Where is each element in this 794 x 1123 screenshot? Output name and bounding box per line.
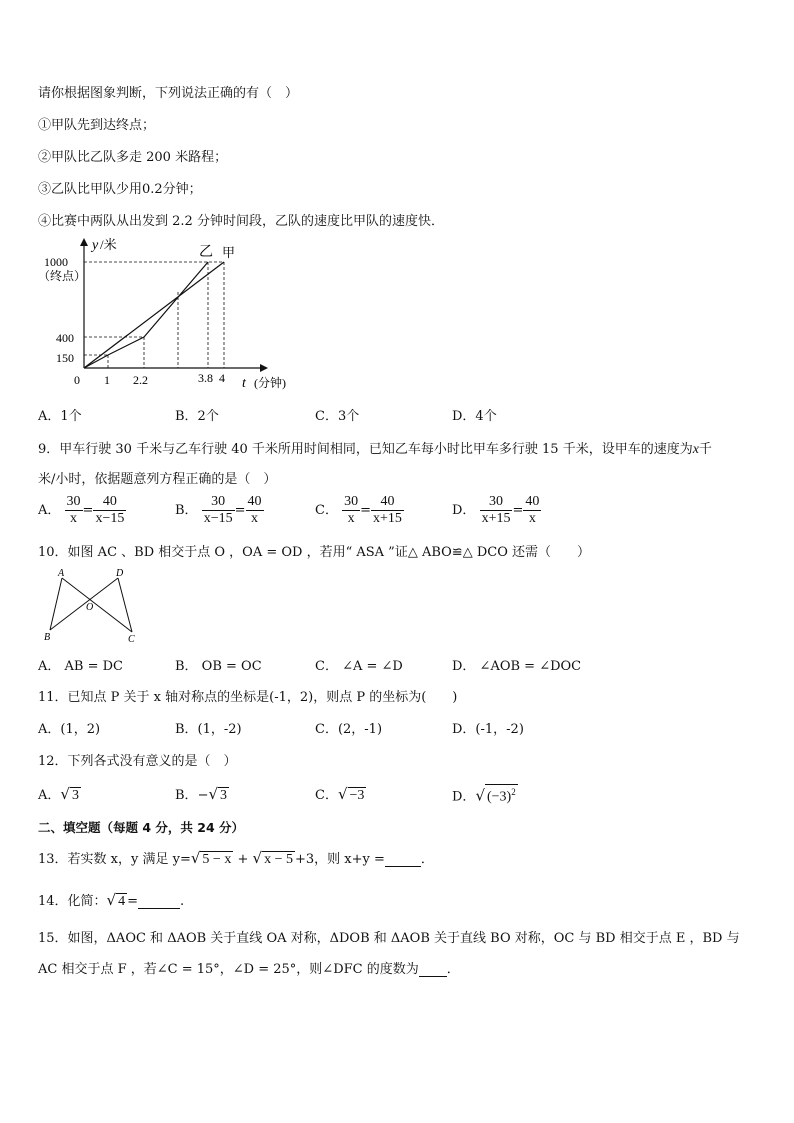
y-tick-1000: 1000 [44, 255, 68, 269]
q12-option-a[interactable]: A．√ 3 [38, 785, 79, 803]
q9-option-d[interactable]: D． $\frac{30}{x+15}$ = $\frac{40}{x}$ [452, 494, 540, 526]
q9-stem-line1: 9．甲车行驶 30 千米与乙车行驶 40 千米所用时间相同，已知乙车每小时比甲车多行驶 15 千米，设甲车的速度为x千 [38, 442, 712, 457]
q8-statement-2: ②甲队比乙队多走 200 米路程； [38, 150, 228, 165]
q8-option-d[interactable]: D．4个 [452, 409, 497, 424]
q15-line2: AC 相交于点 F ，若∠C = 15°，∠D = 25°，则∠DFC 的度数为 ． [38, 962, 460, 977]
x-tick-3.8: 3.8 [198, 371, 213, 385]
q8-distance-time-graph [36, 236, 306, 396]
q9-option-a[interactable]: A． $\frac{30}{x}$ = $\frac{40}{x-15}$ [38, 494, 125, 526]
x-tick-2.2: 2.2 [133, 373, 148, 387]
q10-option-a[interactable]: A． AB = DC [38, 659, 123, 674]
q8-option-a[interactable]: A．1个 [38, 409, 82, 424]
q11-stem: 11．已知点 P 关于 x 轴对称点的坐标是(-1，2)，则点 P 的坐标为( ) [38, 690, 458, 705]
x-axis-unit: (分钟) [254, 376, 286, 390]
q12-option-d[interactable]: D．√ $(-3)^2$ [452, 784, 518, 805]
line-label-jia: 甲 [222, 245, 236, 260]
q9-stem-line2: 米/小时，依据题意列方程正确的是（ ） [38, 472, 277, 487]
q12-option-c[interactable]: C．√ −3 [315, 785, 365, 803]
q11-option-d[interactable]: D．(-1，-2) [452, 722, 524, 737]
q14-stem: 14．化简：√ 4 = . [38, 891, 185, 909]
section-2-heading: 二、填空题（每题 4 分，共 24 分） [38, 820, 245, 835]
line-label-yi: 乙 [199, 245, 213, 260]
q9-option-b[interactable]: B． $\frac{30}{x-15}$ = $\frac{40}{x}$ [175, 494, 262, 526]
y-axis-unit: /米 [100, 237, 117, 252]
point-o: O [86, 602, 94, 613]
q8-statement-1: ①甲队先到达终点； [38, 118, 156, 133]
q8-statement-4: ④比赛中两队从出发到 2.2 分钟时间段，乙队的速度比甲队的速度快． [38, 214, 444, 229]
q12-stem: 12．下列各式没有意义的是（ ） [38, 754, 237, 769]
q15-answer-blank[interactable] [419, 961, 447, 977]
q8-statement-3: ③乙队比甲队少用0.2分钟； [38, 182, 202, 197]
q11-option-c[interactable]: C．(2，-1) [315, 722, 383, 737]
team-jia-line [84, 262, 224, 368]
point-d: D [116, 568, 124, 579]
q10-option-d[interactable]: D． ∠AOB = ∠DOC [452, 659, 582, 674]
point-b: B [44, 632, 51, 643]
q12-option-b[interactable]: B．−√ 3 [175, 785, 228, 803]
q11-option-b[interactable]: B．(1，-2) [175, 722, 242, 737]
x-tick-4: 4 [219, 371, 225, 385]
y-tick-400: 400 [56, 331, 74, 345]
q13-stem: 13．若实数 x，y 满足 y=√ 5 − x + √ x − 5 +3，则 x+y = ． [38, 849, 434, 867]
x-tick-1: 1 [104, 373, 110, 387]
q11-option-a[interactable]: A．(1，2) [38, 722, 101, 737]
q9-variable: x [692, 442, 699, 457]
q8-option-b[interactable]: B．2个 [175, 409, 219, 424]
x-axis-label: t [242, 376, 246, 391]
q9-option-c[interactable]: C． $\frac{30}{x}$ = $\frac{40}{x+15}$ [315, 494, 402, 526]
q14-answer-blank[interactable] [138, 893, 180, 909]
q8-stem: 请你根据图象判断，下列说法正确的有（ ） [38, 86, 299, 101]
q10-bowtie-figure [40, 566, 150, 646]
team-yi-line [84, 262, 208, 368]
y-axis-label: y [92, 238, 99, 253]
point-c: C [128, 634, 135, 645]
q13-answer-blank[interactable] [385, 851, 421, 867]
q10-option-c[interactable]: C． ∠A = ∠D [315, 659, 403, 674]
y-end-note: （终点） [38, 269, 87, 283]
origin-label: 0 [74, 373, 80, 387]
q10-option-b[interactable]: B． OB = OC [175, 659, 262, 674]
q10-stem: 10．如图 AC 、BD 相交于点 O ，OA = OD ，若用“ ASA ”证△ ABO≌△ DCO 还需（ ） [38, 545, 590, 560]
q8-option-c[interactable]: C．3个 [315, 409, 360, 424]
point-a: A [58, 568, 65, 579]
y-tick-150: 150 [56, 351, 74, 365]
q15-line1: 15．如图，ΔAOC 和 ΔAOB 关于直线 OA 对称，ΔDOB 和 ΔAOB 关于直线 BO 对称，OC 与 BD 相交于点 E ，BD 与 [38, 931, 740, 946]
